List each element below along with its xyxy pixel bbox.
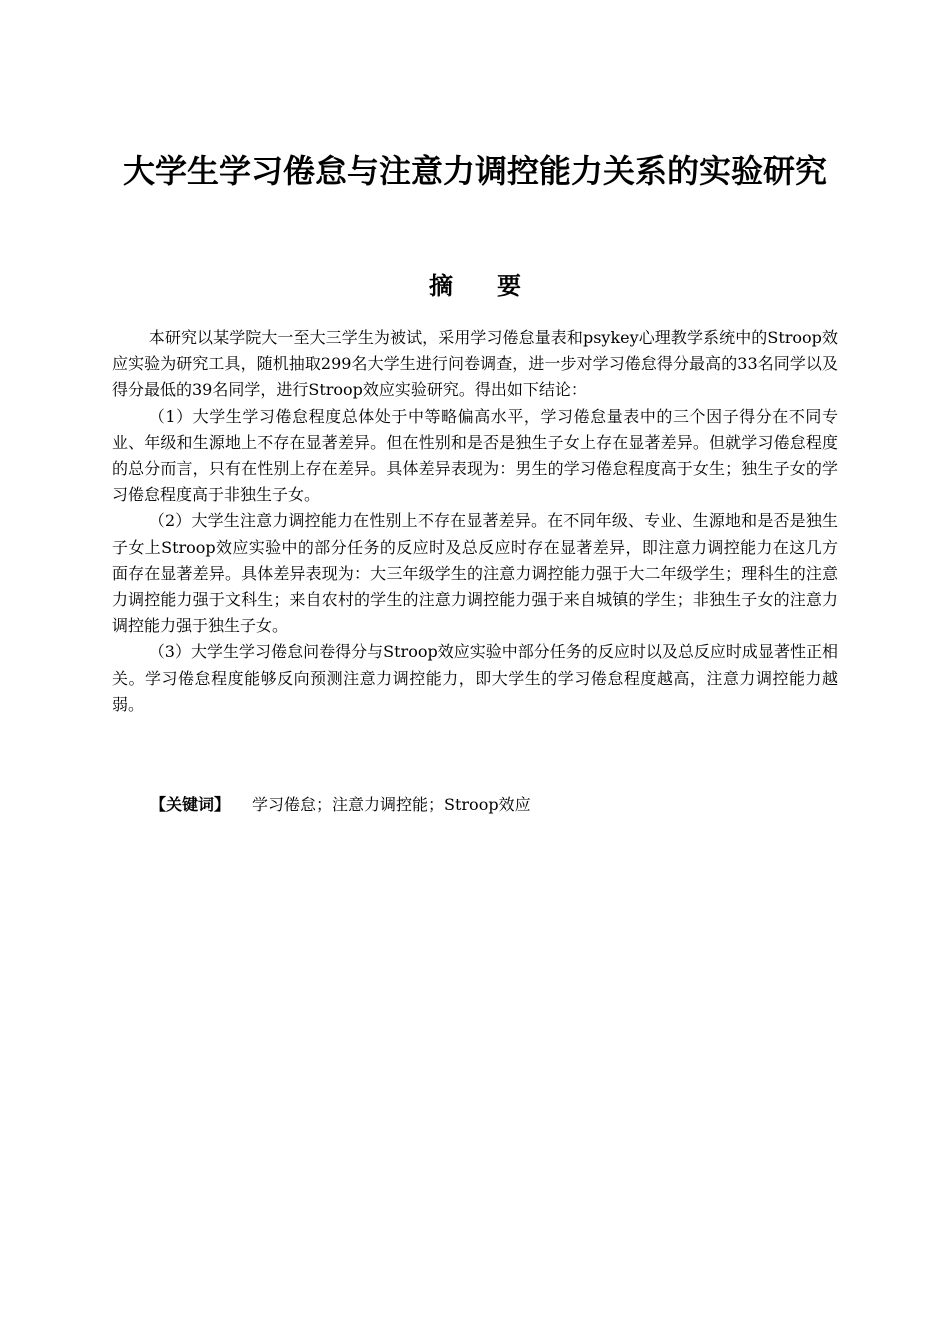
abstract-paragraph-conclusion-3: （3）大学生学习倦怠问卷得分与Stroop效应实验中部分任务的反应时以及总反应时成显著性正相关。学习倦怠程度能够反向预测注意力调控能力，即大学生的学习倦怠程度越高，注意力调控能力越弱。 bbox=[112, 642, 838, 714]
keywords-line bbox=[150, 791, 531, 819]
abstract-heading: 摘要 bbox=[429, 272, 565, 300]
keywords-label: 【关键词】 bbox=[150, 795, 231, 814]
abstract-paragraph-conclusion-2: （2）大学生注意力调控能力在性别上不存在显著差异。在不同年级、专业、生源地和是否是独生子女上Stroop效应实验中的部分任务的反应时及总反应时存在显著差异，即注意力调控能力在这几方面存在显著差异。具体差异表现为：大三年级学生的注意力调控能力强于大二年级学生；理科生的注意力调控能力强于文科生；来自农村的学生的注意力调控能力强于来自城镇的学生；非独生子女的注意力调控能力强于独生子女。 bbox=[112, 511, 838, 636]
abstract-paragraph-intro: 本研究以某学院大一至大三学生为被试，采用学习倦怠量表和psykey心理教学系统中的Stroop效应实验为研究工具，随机抽取299名大学生进行问卷调查，进一步对学习倦怠得分最高的33名同学以及得分最低的39名同学，进行Stroop效应实验研究。得出如下结论： bbox=[112, 328, 838, 400]
paper-title: 大学生学习倦怠与注意力调控能力关系的实验研究 bbox=[122, 152, 827, 190]
abstract-body bbox=[112, 325, 838, 718]
abstract-paragraph-conclusion-1: （1）大学生学习倦怠程度总体处于中等略偏高水平，学习倦怠量表中的三个因子得分在不同专业、年级和生源地上不存在显著差异。但在性别和是否是独生子女上存在显著差异。但就学习倦怠程度的总分而言，只有在性别上存在差异。具体差异表现为：男生的学习倦怠程度高于女生；独生子女的学习倦怠程度高于非独生子女。 bbox=[112, 406, 838, 505]
keywords-text: 学习倦怠；注意力调控能；Stroop效应 bbox=[252, 795, 531, 814]
